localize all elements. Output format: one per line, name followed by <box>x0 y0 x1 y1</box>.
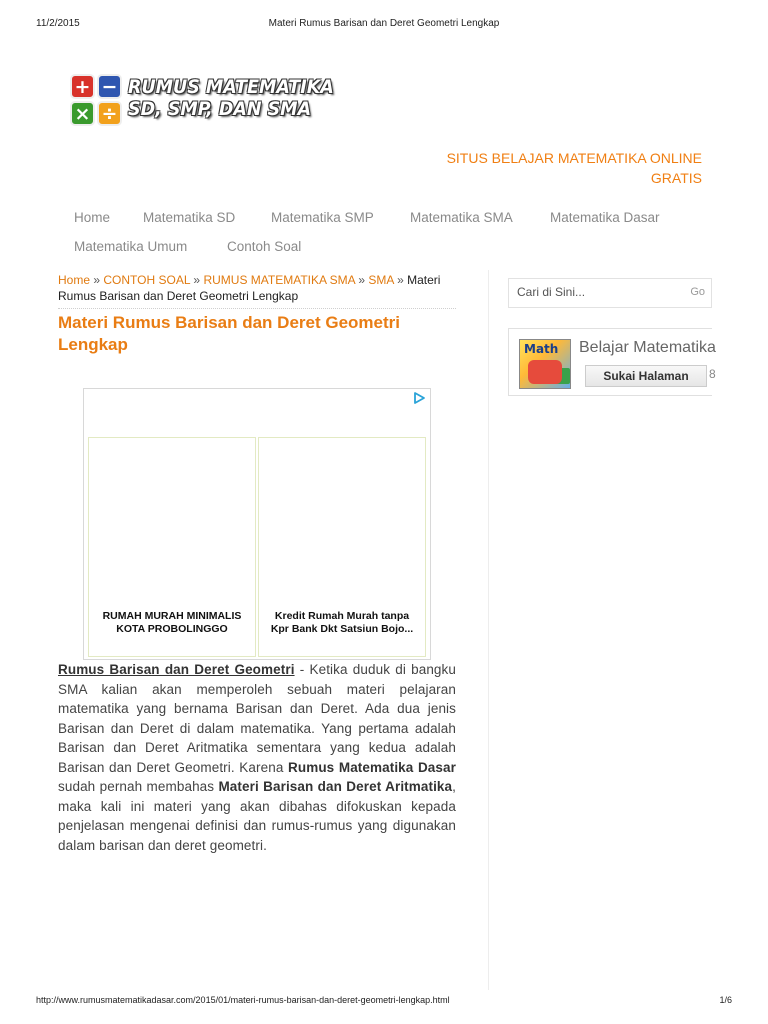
print-date: 11/2/2015 <box>36 18 80 29</box>
ad-card[interactable] <box>258 437 426 657</box>
breadcrumb-separator: » <box>193 273 201 287</box>
minus-icon: − <box>97 74 122 99</box>
nav-item-matematika-umum[interactable]: Matematika Umum <box>74 239 188 254</box>
article-bold-text: Rumus Matematika Dasar <box>288 759 456 775</box>
sidebar-search <box>508 278 712 308</box>
breadcrumb <box>58 272 458 304</box>
breadcrumb-divider <box>58 308 456 309</box>
site-logo[interactable] <box>70 74 350 128</box>
avatar-art-icon <box>528 360 562 384</box>
ad-card[interactable] <box>88 437 256 657</box>
tagline-line-2: GRATIS <box>650 170 702 186</box>
times-icon: × <box>70 101 95 126</box>
logo-text <box>128 76 334 120</box>
divide-icon: ÷ <box>97 101 122 126</box>
like-page-button[interactable]: Sukai Halaman <box>585 365 707 387</box>
search-go-button[interactable]: Go <box>690 286 705 298</box>
tagline-line-1: SITUS BELAJAR MATEMATIKA ONLINE <box>446 150 702 166</box>
article-text: sudah pernah membahas <box>58 779 219 794</box>
facebook-page-widget <box>508 328 716 396</box>
print-url: http://www.rumusmatematikadasar.com/2015/01/materi-rumus-barisan-dan-deret-geometri-lengkap.html <box>36 995 450 1005</box>
breadcrumb-contoh-soal[interactable]: CONTOH SOAL <box>103 273 191 287</box>
breadcrumb-current: Materi Rumus Barisan dan Deret Geometri Lengkap <box>58 273 441 303</box>
nav-item-home[interactable]: Home <box>74 210 111 225</box>
article-text: , maka kali ini materi yang akan dibahas difokuskan kepada penjelasan mengenai definisi dan rumus-rumus yang digunakan dalam barisan dan deret geometri. <box>58 779 456 853</box>
avatar-label: Math <box>524 342 559 356</box>
search-input[interactable] <box>517 285 667 299</box>
ad-card-line-2: KOTA PROBOLINGGO <box>116 623 228 635</box>
article-lead-link[interactable]: Rumus Barisan dan Deret Geometri <box>58 662 295 677</box>
nav-item-contoh-soal[interactable]: Contoh Soal <box>227 239 302 254</box>
nav-item-matematika-smp[interactable]: Matematika SMP <box>271 210 374 225</box>
breadcrumb-separator: » <box>397 273 404 287</box>
adchoices-icon[interactable] <box>412 391 426 405</box>
ad-card-label <box>93 610 251 636</box>
article-body <box>58 660 456 855</box>
breadcrumb-rumus-matematika-sma[interactable]: RUMUS MATEMATIKA SMA <box>203 273 356 287</box>
site-tagline <box>400 148 702 188</box>
breadcrumb-separator: » <box>93 273 101 287</box>
print-title: Materi Rumus Barisan dan Deret Geometri Lengkap <box>268 18 500 29</box>
ad-card-label <box>263 610 421 636</box>
print-page-number: 1/6 <box>719 995 732 1005</box>
nav-item-matematika-dasar[interactable]: Matematika Dasar <box>550 210 660 225</box>
advertisement[interactable] <box>83 388 431 660</box>
sidebar-divider <box>488 270 489 990</box>
ad-card-line-1: RUMAH MURAH MINIMALIS <box>102 610 242 622</box>
plus-icon: + <box>70 74 95 99</box>
breadcrumb-home[interactable]: Home <box>58 273 91 287</box>
like-count: 8 <box>709 367 716 381</box>
breadcrumb-separator: » <box>358 273 366 287</box>
nav-item-matematika-sd[interactable]: Matematika SD <box>143 210 236 225</box>
logo-line-2: SD, SMP, DAN SMA <box>128 98 312 120</box>
page-avatar[interactable] <box>519 339 571 389</box>
article-bold-text: Materi Barisan dan Deret Aritmatika <box>218 779 453 794</box>
facebook-page-name[interactable]: Belajar Matematika <box>579 339 716 356</box>
logo-line-1: RUMUS MATEMATIKA <box>128 76 334 98</box>
nav-item-matematika-sma[interactable]: Matematika SMA <box>410 210 513 225</box>
post-title: Materi Rumus Barisan dan Deret Geometri Lengkap <box>58 313 400 354</box>
ad-card-line-2: Kpr Bank Dkt Satsiun Bojo... <box>270 623 414 635</box>
breadcrumb-sma[interactable]: SMA <box>368 273 394 287</box>
ad-card-line-1: Kredit Rumah Murah tanpa <box>274 610 410 622</box>
article-text: - Ketika duduk di bangku SMA kalian akan memperoleh sebuah materi pelajaran matematika yang bernama Barisan dan Deret. Ada dua jenis Barisan dan Deret di dalam matematika. Yang pertama adalah Barisan dan Deret Aritmatika sementara yang kedua adalah Barisan dan Deret Geometri. Karena <box>58 662 456 775</box>
logo-icons <box>70 74 126 128</box>
